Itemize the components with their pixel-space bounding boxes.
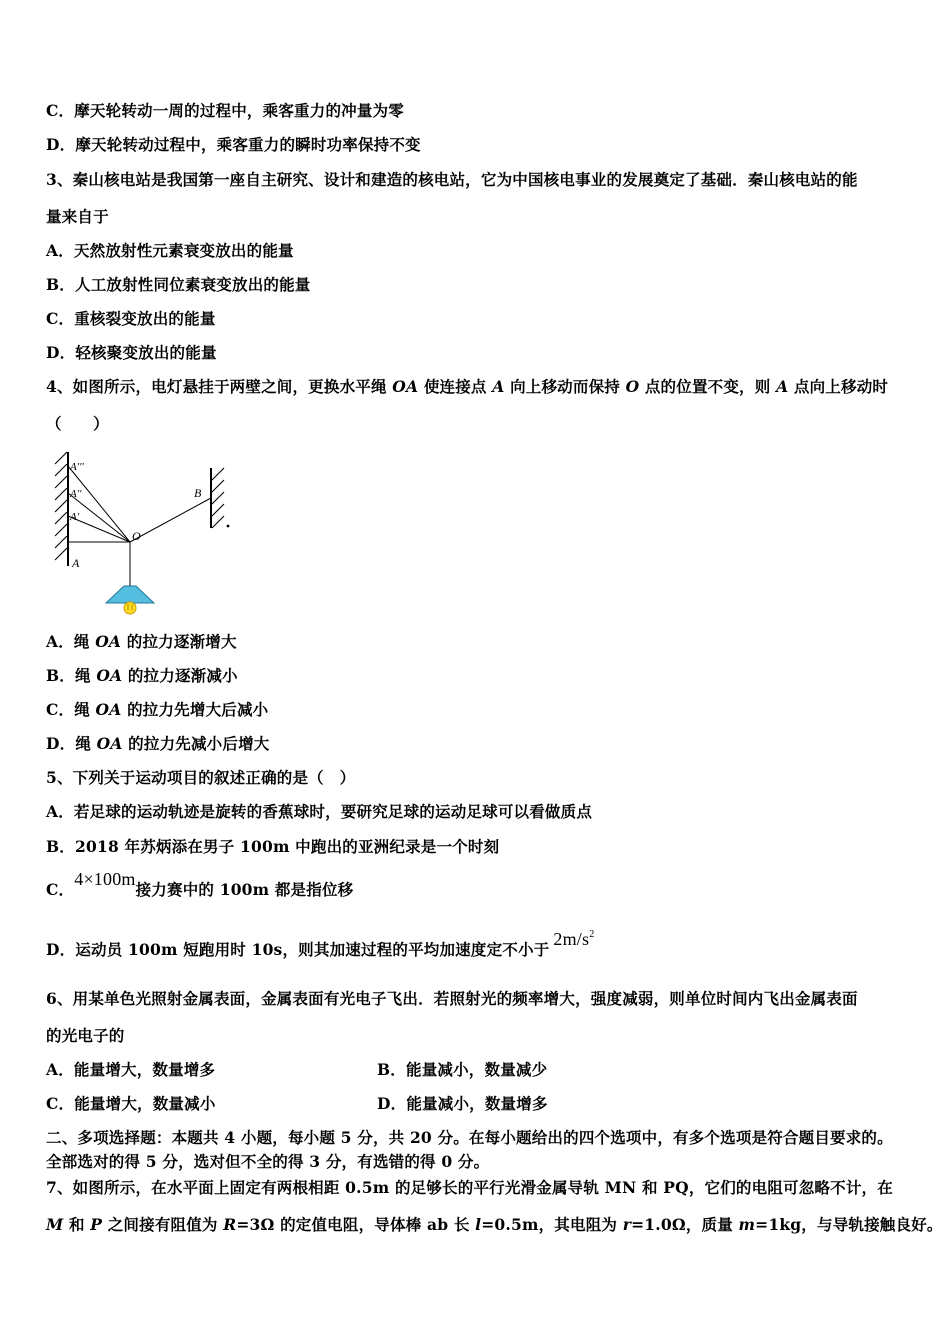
q7-stem-line1: 7、如图所示，在水平面上固定有两根相距 0.5m 的足够长的平行光滑金属导轨 MN 和 PQ，它们的电阻可忽略不计，在 xyxy=(46,1178,893,1197)
label-a-triple-prime: A''' xyxy=(70,461,84,473)
label-a-prime: A' xyxy=(70,511,80,523)
q6-stem-line1: 6、用某单色光照射金属表面，金属表面有光电子飞出．若照射光的频率增大，强度减弱，则单位时间内飞出金属表面 xyxy=(46,989,858,1008)
q6-stem-line2: 的光电子的 xyxy=(46,1026,125,1045)
q2-option-d: D．摩天轮转动过程中，乘客重力的瞬时功率保持不变 xyxy=(46,135,421,154)
q3-option-b: B．人工放射性同位素衰变放出的能量 xyxy=(46,275,311,294)
section-two-heading-line1: 二、多项选择题：本题共 4 小题，每小题 5 分，共 20 分。在每小题给出的四个选项中，有多个选项是符合题目要求的。 xyxy=(46,1128,893,1147)
q6-option-a: A．能量增大，数量增多 xyxy=(46,1060,216,1079)
q7-stem-line2: M 和 P 之间接有阻值为 R=3Ω 的定值电阻，导体棒 ab 长 l=0.5m，其电阻为 r=1.0Ω，质量 m=1kg，与导轨接触良好。 xyxy=(46,1215,943,1234)
q4-option-b: B．绳 OA 的拉力逐渐减小 xyxy=(46,666,238,685)
q4-stem-line1: 4、如图所示，电灯悬挂于两壁之间，更换水平绳 OA 使连接点 A 向上移动而保持 O 点的位置不变，则 A 点向上移动时 xyxy=(46,377,889,396)
q4-answer-paren: （ ） xyxy=(46,414,109,433)
q6-option-c: C．能量增大，数量减小 xyxy=(46,1094,216,1113)
q4-lamp-figure xyxy=(50,446,240,618)
q6-option-d: D．能量减小，数量增多 xyxy=(377,1094,548,1113)
q2-option-c: C．摩天轮转动一周的过程中，乘客重力的冲量为零 xyxy=(46,101,404,120)
q5-stem: 5、下列关于运动项目的叙述正确的是（ ） xyxy=(46,768,356,787)
q3-option-d: D．轻核聚变放出的能量 xyxy=(46,343,217,362)
q3-option-a: A．天然放射性元素衰变放出的能量 xyxy=(46,241,294,260)
label-o: O xyxy=(132,529,141,543)
q5-option-b: B．2018 年苏炳添在男子 100m 中跑出的亚洲纪录是一个时刻 xyxy=(46,837,500,856)
q5-option-d: D．运动员 100m 短跑用时 10s，则其加速过程的平均加速度定不小于$2m/s^2$ xyxy=(46,929,595,959)
q3-option-c: C．重核裂变放出的能量 xyxy=(46,309,216,328)
q4-option-d: D．绳 OA 的拉力先减小后增大 xyxy=(46,734,270,753)
q3-stem-line1: 3、秦山核电站是我国第一座自主研究、设计和建造的核电站，它为中国核电事业的发展奠定了基础．秦山核电站的能 xyxy=(46,170,858,189)
label-a-double-prime: A'' xyxy=(70,488,82,500)
label-a: A xyxy=(72,556,80,570)
section-two-heading-line2: 全部选对的得 5 分，选对但不全的得 3 分，有选错的得 0 分。 xyxy=(46,1152,490,1171)
lamp-icon xyxy=(106,586,154,614)
q4-option-c: C．绳 OA 的拉力先增大后减小 xyxy=(46,700,269,719)
q4-option-a: A．绳 OA 的拉力逐渐增大 xyxy=(46,632,237,651)
label-b: B xyxy=(194,486,202,500)
q3-stem-line2: 量来自于 xyxy=(46,207,109,226)
q5-option-c: C．4×100m接力赛中的 100m 都是指位移 xyxy=(46,869,354,899)
q6-option-b: B．能量减小，数量减少 xyxy=(377,1060,548,1079)
q5-option-a: A．若足球的运动轨迹是旋转的香蕉球时，要研究足球的运动足球可以看做质点 xyxy=(46,802,593,821)
